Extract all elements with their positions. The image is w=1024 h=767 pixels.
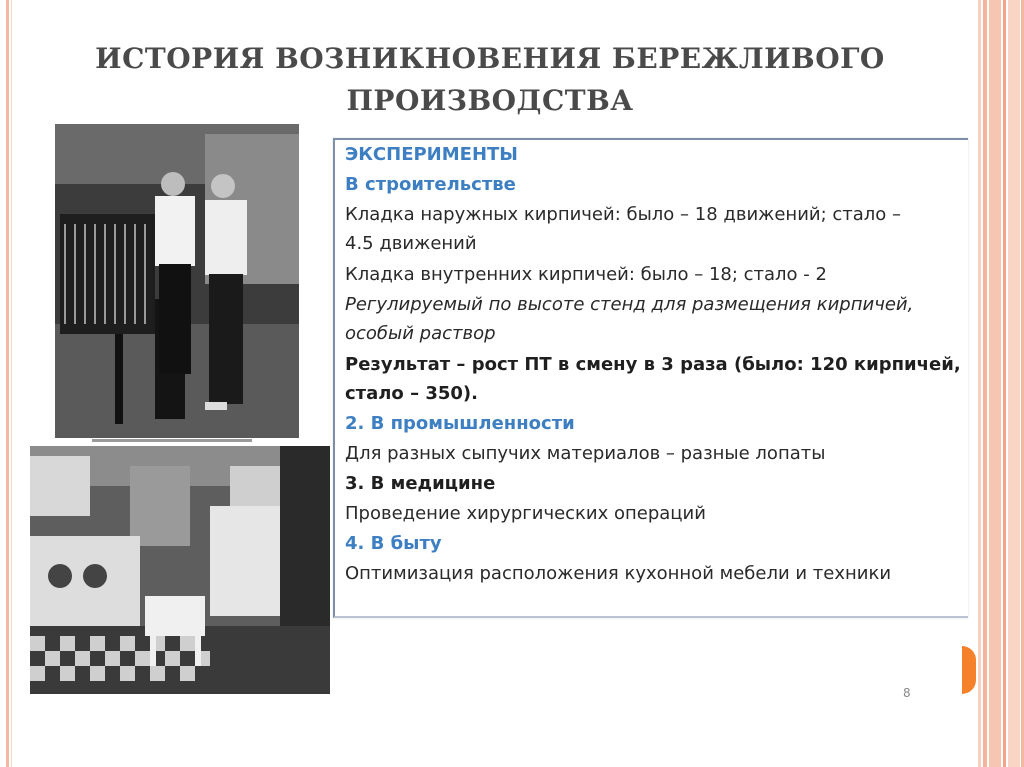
- text-line: В строительстве: [345, 174, 516, 195]
- title-line-2: ПРОИЗВОДСТВА: [346, 84, 634, 117]
- slide-title: [60, 38, 920, 122]
- text-line: особый раствор: [345, 323, 496, 344]
- text-line: Кладка внутренних кирпичей: было – 18; стало - 2: [345, 264, 827, 285]
- text-line: 4. В быту: [345, 533, 442, 554]
- title-line-1: ИСТОРИЯ ВОЗНИКНОВЕНИЯ БЕРЕЖЛИВОГО: [95, 42, 885, 75]
- text-line: ЭКСПЕРИМЕНТЫ: [345, 144, 518, 165]
- left-decor-line-thin: [11, 0, 12, 767]
- text-line: Проведение хирургических операций: [345, 503, 706, 524]
- page-number: 8: [903, 686, 911, 700]
- text-line: 2. В промышленности: [345, 413, 575, 434]
- right-decor-stripes: [978, 0, 1024, 767]
- orange-decor-tab: [962, 646, 976, 694]
- experiments-textbox: [333, 138, 968, 618]
- text-line: Результат – рост ПТ в смену в 3 раза (было: 120 кирпичей,: [345, 354, 961, 375]
- bricklaying-photo: [55, 124, 299, 438]
- text-line: Для разных сыпучих материалов – разные лопаты: [345, 443, 826, 464]
- photo-caption-strip: [92, 438, 252, 444]
- text-line: 4.5 движений: [345, 233, 477, 254]
- text-line: стало – 350).: [345, 383, 478, 404]
- text-line: Регулируемый по высоте стенд для размещения кирпичей,: [345, 294, 914, 315]
- kitchen-photo: [30, 446, 330, 694]
- text-line: Кладка наружных кирпичей: было – 18 движений; стало –: [345, 204, 902, 225]
- text-line: 3. В медицине: [345, 473, 496, 494]
- text-line: Оптимизация расположения кухонной мебели и техники: [345, 563, 892, 584]
- left-decor-line: [6, 0, 9, 767]
